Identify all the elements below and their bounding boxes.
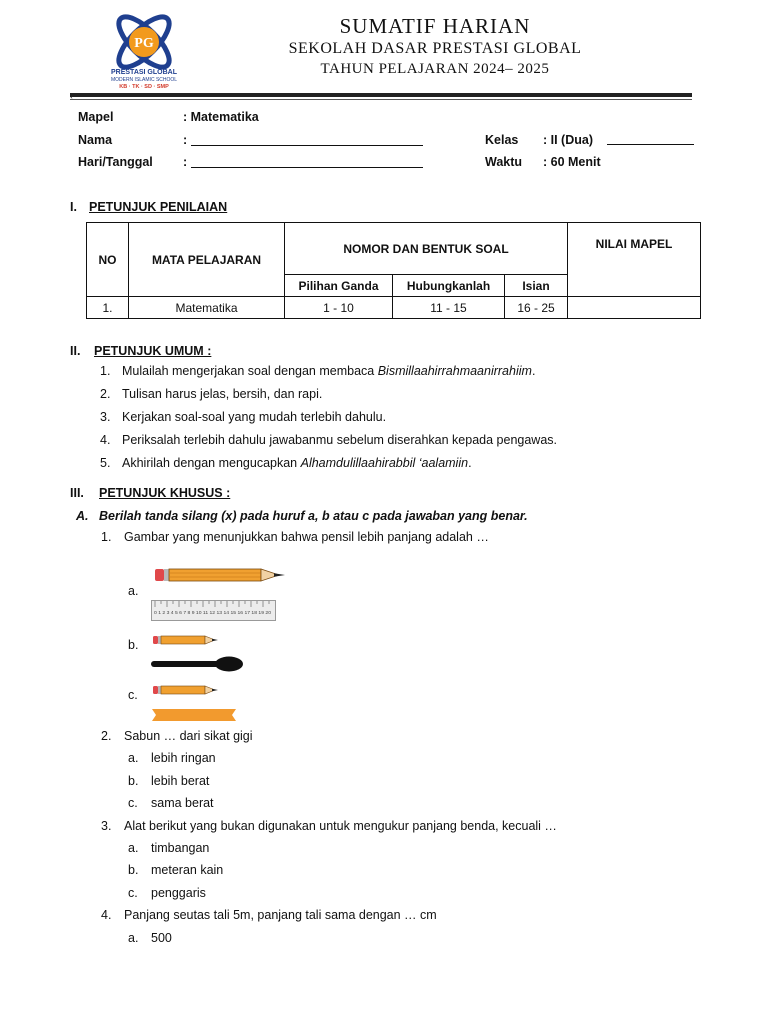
long-pencil-image bbox=[155, 566, 287, 589]
section-2-number: II. bbox=[70, 344, 81, 358]
th-pilihan-ganda: Pilihan Ganda bbox=[285, 275, 393, 297]
instruction-number: 5. bbox=[100, 456, 111, 470]
school-logo bbox=[104, 8, 184, 90]
question-number: 2. bbox=[101, 729, 112, 743]
subsection-a-letter: A. bbox=[76, 509, 89, 523]
option-text: lebih berat bbox=[151, 774, 210, 788]
nama-blank[interactable] bbox=[191, 135, 423, 146]
question-text: Alat berikut yang bukan digunakan untuk mengukur panjang benda, kecuali … bbox=[124, 819, 557, 833]
section-3-number: III. bbox=[70, 486, 84, 500]
instruction-text: Tulisan harus jelas, bersih, dan rapi. bbox=[122, 387, 323, 401]
option-text: timbangan bbox=[151, 841, 210, 855]
kelas-value: : II (Dua) bbox=[543, 133, 593, 147]
option-label[interactable]: c. bbox=[128, 688, 138, 702]
td-no: 1. bbox=[87, 297, 129, 319]
instruction-number: 2. bbox=[100, 387, 111, 401]
td-isian: 16 - 25 bbox=[505, 297, 568, 319]
school-year: TAHUN PELAJARAN 2024– 2025 bbox=[320, 61, 550, 77]
instruction-number: 4. bbox=[100, 433, 111, 447]
option-label[interactable]: c. bbox=[128, 796, 138, 810]
td-nilai-mapel[interactable] bbox=[568, 297, 701, 319]
question-text: Panjang seutas tali 5m, panjang tali sama dengan … cm bbox=[124, 908, 437, 922]
ruler-image bbox=[151, 600, 277, 627]
instruction-italic: Bismillaahirrahmaanirrahiim bbox=[377, 364, 532, 378]
nama-colon: : bbox=[183, 133, 188, 147]
instruction-text: Kerjakan soal-soal yang mudah terlebih dahulu. bbox=[122, 410, 387, 424]
mapel-value: : Matematika bbox=[183, 110, 259, 124]
instruction-number: 3. bbox=[100, 410, 111, 424]
nama-label: Nama bbox=[78, 133, 113, 147]
short-pencil-image bbox=[153, 683, 219, 701]
waktu-label: Waktu bbox=[485, 155, 523, 169]
th-mata-pelajaran: MATA PELAJARAN bbox=[129, 223, 285, 297]
option-text: sama berat bbox=[151, 796, 214, 810]
subsection-a-text: Berilah tanda silang (x) pada huruf a, b atau c pada jawaban yang benar. bbox=[99, 509, 528, 523]
waktu-value: : 60 Menit bbox=[543, 155, 601, 169]
logo-text-1: PRESTASI GLOBAL bbox=[111, 69, 177, 76]
td-mata-pelajaran: Matematika bbox=[129, 297, 285, 319]
mapel-label: Mapel bbox=[78, 110, 114, 124]
instruction-text: Periksalah terlebih dahulu jawabanmu sebelum diserahkan kepada pengawas. bbox=[122, 433, 558, 447]
header-rule-thin bbox=[70, 99, 692, 100]
td-pilihan-ganda: 1 - 10 bbox=[285, 297, 393, 319]
hari-colon: : bbox=[183, 155, 188, 169]
section-1-number: I. bbox=[70, 200, 77, 214]
page-title: SUMATIF HARIAN bbox=[339, 14, 531, 38]
option-label[interactable]: c. bbox=[128, 886, 138, 900]
section-3-title: PETUNJUK KHUSUS : bbox=[99, 486, 231, 500]
ribbon-image bbox=[152, 708, 238, 727]
hari-blank[interactable] bbox=[191, 157, 423, 168]
section-2-title: PETUNJUK UMUM : bbox=[94, 344, 212, 358]
option-text: lebih ringan bbox=[151, 751, 216, 765]
question-number: 1. bbox=[101, 530, 112, 544]
instruction-text: Akhirilah dengan mengucapkan bbox=[122, 456, 301, 470]
kelas-label: Kelas bbox=[485, 133, 519, 147]
logo-text-3: KB · TK · SD · SMP bbox=[119, 84, 169, 90]
question-number: 3. bbox=[101, 819, 112, 833]
option-label[interactable]: a. bbox=[128, 841, 139, 855]
th-isian: Isian bbox=[505, 275, 568, 297]
instruction-text: Mulailah mengerjakan soal dengan membaca bbox=[122, 364, 378, 378]
stray-mark: ` bbox=[70, 96, 73, 106]
option-label[interactable]: b. bbox=[128, 638, 139, 652]
assessment-table bbox=[86, 222, 701, 319]
hari-label: Hari/Tanggal bbox=[78, 155, 153, 169]
option-text: penggaris bbox=[151, 886, 206, 900]
option-text: meteran kain bbox=[151, 863, 224, 877]
td-hubungkanlah: 11 - 15 bbox=[393, 297, 505, 319]
question-text: Gambar yang menunjukkan bahwa pensil lebih panjang adalah … bbox=[124, 530, 489, 544]
th-no: NO bbox=[87, 223, 129, 297]
spoon-image bbox=[151, 655, 245, 678]
logo-text-2: MODERN ISLAMIC SCHOOL bbox=[110, 77, 178, 83]
option-label[interactable]: a. bbox=[128, 751, 139, 765]
option-label[interactable]: a. bbox=[128, 584, 139, 598]
option-label[interactable]: b. bbox=[128, 863, 139, 877]
instruction-italic: Alhamdulillaahirabbil ‘aalamiin bbox=[300, 456, 469, 470]
option-label[interactable]: a. bbox=[128, 931, 139, 945]
kelas-blank[interactable] bbox=[607, 134, 694, 145]
ruler-numbers: 0 1 2 3 4 5 6 7 8 9 10 11 12 13 14 15 16 17 18 19 20 bbox=[154, 610, 272, 615]
logo-letters: PG bbox=[134, 36, 154, 51]
option-text: 500 bbox=[151, 931, 172, 945]
instruction-number: 1. bbox=[100, 364, 111, 378]
short-pencil-image bbox=[153, 633, 219, 651]
school-name: SEKOLAH DASAR PRESTASI GLOBAL bbox=[288, 40, 582, 57]
question-text: Sabun … dari sikat gigi bbox=[124, 729, 253, 743]
question-number: 4. bbox=[101, 908, 112, 922]
section-1-title: PETUNJUK PENILAIAN bbox=[89, 200, 228, 214]
th-nilai-mapel: NILAI MAPEL bbox=[568, 223, 701, 297]
option-label[interactable]: b. bbox=[128, 774, 139, 788]
header-rule-thick bbox=[70, 93, 692, 97]
th-nomor-bentuk-soal: NOMOR DAN BENTUK SOAL bbox=[285, 223, 568, 275]
th-hubungkanlah: Hubungkanlah bbox=[393, 275, 505, 297]
